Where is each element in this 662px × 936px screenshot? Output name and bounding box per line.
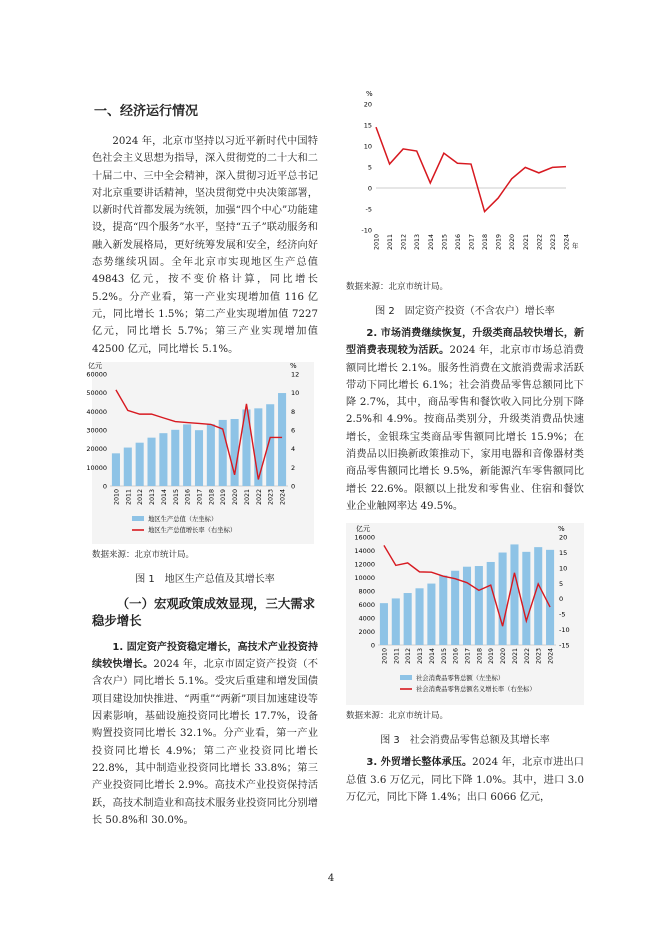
left-tick-label: 8000 (358, 587, 375, 596)
bar-2018 (207, 424, 215, 486)
right-axis-unit: % (290, 361, 297, 370)
bar-2022 (254, 408, 262, 486)
left-tick-label: 2000 (358, 628, 375, 637)
bar-2024 (546, 550, 554, 645)
right-column (346, 84, 584, 806)
legend-bar-label: 地区生产总值（左坐标） (148, 515, 218, 523)
x-tick-label: 2020 (509, 234, 517, 251)
right-tick-label: 5 (559, 580, 564, 589)
left-tick-label: 20000 (86, 445, 107, 454)
figure1-source: 数据来源：北京市统计局。 (92, 549, 195, 560)
x-tick-label: 2010 (373, 234, 381, 251)
left-tick-label: 4000 (358, 614, 375, 623)
right-axis-unit: % (558, 525, 565, 534)
y-axis-unit: % (366, 90, 373, 98)
left-tick-label: 10000 (86, 463, 107, 472)
x-tick-label: 2018 (208, 488, 216, 505)
x-tick-label: 2010 (381, 648, 389, 665)
trade-paragraph (346, 754, 584, 806)
bar-2013 (147, 438, 155, 486)
right-tick-label: 10 (559, 564, 568, 573)
x-tick-label: 2011 (387, 234, 395, 251)
legend-line-label: 社会消费品零售总额名义增长率（右坐标） (416, 686, 536, 694)
bar-2018 (475, 566, 483, 645)
left-column (86, 100, 318, 829)
bar-2016 (451, 571, 459, 645)
y-tick-label: -10 (361, 226, 372, 235)
bar-2014 (159, 433, 167, 486)
bar-2014 (427, 584, 435, 645)
x-tick-label: 2022 (255, 488, 263, 505)
bar-2024 (278, 393, 286, 486)
x-tick-label: 2016 (452, 648, 460, 665)
figure3-chart (346, 523, 584, 705)
x-tick-label: 2017 (464, 648, 472, 665)
x-tick-label: 2016 (454, 234, 462, 251)
bar-2019 (487, 562, 495, 645)
right-tick-label: 15 (559, 549, 568, 558)
left-tick-label: 0 (102, 482, 107, 491)
x-tick-label: 2013 (149, 488, 157, 505)
page-number: 4 (327, 873, 335, 884)
x-axis-suffix: 年 (572, 242, 579, 250)
bar-2017 (195, 430, 203, 486)
right-tick-label: -10 (559, 626, 570, 635)
trade-lead: 3. 外贸增长整体承压。 (366, 757, 473, 769)
x-tick-label: 2021 (243, 488, 251, 505)
figure1-svg (86, 361, 314, 544)
x-tick-label: 2019 (220, 488, 228, 505)
y-tick-label: 15 (363, 121, 372, 130)
x-tick-label: 2024 (279, 488, 287, 505)
x-tick-label: 2023 (549, 234, 557, 251)
y-tick-label: 5 (367, 163, 372, 172)
intro-paragraph: 2024 年，北京市坚持以习近平新时代中国特色社会主义思想为指导，深入贯彻党的二十大和二十届二中、三中全会精神，深入贯彻习近平总书记对北京重要讲话精神，坚决贯彻党中央决策部署，以新时代首都发展为统领，加强“四个中心”功能建设，提高“四个服务”水平，坚持“五子”联动服务和融入新发展格局，更好统筹发展和安全，经济向好态势继续巩固。全年北京市实现地区生产总值 49843 亿元，按不变价格计算，同比增长 5.2%。分产业看，第一产业实现增加值 116 亿元，同比增长 1.5%；第二产业实现增加值 7227 亿元，同比增长 5.7%；第三产业实现增加值 42500 亿元，同比增长 5.1%。 (92, 136, 318, 355)
left-tick-label: 14000 (354, 547, 375, 556)
x-tick-label: 2014 (427, 234, 435, 251)
x-tick-label: 2015 (440, 648, 448, 665)
left-axis-unit: 亿元 (356, 525, 370, 534)
left-tick-label: 16000 (354, 533, 375, 542)
right-tick-label: 8 (291, 407, 296, 416)
x-tick-label: 2012 (405, 648, 413, 665)
consumption-paragraph (346, 325, 584, 515)
section-title: 一、经济运行情况 (94, 104, 199, 119)
x-tick-label: 2022 (523, 648, 531, 665)
figure1-chart (86, 361, 314, 544)
bar-2020 (499, 553, 507, 645)
right-tick-label: 6 (291, 426, 296, 435)
bar-2010 (112, 453, 120, 486)
x-tick-label: 2017 (468, 234, 476, 251)
figure3-caption: 图 3 社会消费品零售总额及其增长率 (380, 735, 550, 747)
x-tick-label: 2018 (476, 648, 484, 665)
y-tick-label: 0 (367, 184, 372, 193)
bar-2012 (136, 443, 144, 486)
figure2-caption: 图 2 固定资产投资（不含农户）增长率 (375, 306, 555, 317)
bar-2010 (380, 603, 388, 645)
left-tick-label: 60000 (86, 370, 107, 379)
x-tick-label: 2011 (125, 488, 133, 505)
right-tick-label: 10 (291, 389, 300, 398)
x-tick-label: 2010 (113, 488, 121, 505)
bar-2017 (463, 567, 471, 645)
legend-bar-swatch (132, 516, 144, 521)
x-tick-label: 2022 (536, 234, 544, 251)
legend-line-label: 地区生产总值增长率（右坐标） (148, 526, 237, 534)
bar-2021 (510, 545, 518, 646)
consumption-lead: 2. 市场消费继续恢复，升级类商品较快增长，新型消费表现较为活跃。 (346, 328, 584, 357)
figure2-chart (346, 84, 584, 276)
left-tick-label: 10000 (354, 574, 375, 583)
left-tick-label: 6000 (358, 601, 375, 610)
bar-2015 (439, 576, 447, 646)
bar-2011 (124, 447, 132, 485)
bar-2011 (392, 599, 400, 646)
right-tick-label: -5 (559, 610, 566, 619)
bar-2013 (415, 589, 423, 646)
y-tick-label: -5 (365, 205, 372, 214)
investment-lead: 1. 固定资产投资稳定增长，高技术产业投资持续较快增长。 (92, 641, 318, 671)
investment-body: 2024 年，北京市固定资产投资（不含农户）同比增长 5.1%。受灾后重建和增发国债项目建设加快推进、“两重”“两新”项目加速建设等因素影响，基础设施投资同比增长 17.7%，设备购置投资同比增长 32.1%。分产业看，第一产业投资同比增长 4.9%；第二产业投资同比增长 22.8%，其中制造业投资同比增长 33.8%；第三产业投资同比增长 2.9%。高技术产业投资保持活跃，高技术制造业和高技术服务业投资同比分别增长 50.8%和 30.0%。 (92, 659, 318, 826)
figure1-caption: 图 1 地区生产总值及其增长率 (135, 573, 275, 585)
bar-2012 (404, 593, 412, 645)
bar-2023 (534, 547, 542, 645)
x-tick-label: 2012 (400, 234, 408, 251)
x-tick-label: 2023 (267, 488, 275, 505)
figure3-source: 数据来源：北京市统计局。 (346, 711, 449, 722)
right-tick-label: -15 (559, 641, 570, 650)
bar-2020 (231, 419, 239, 486)
x-tick-label: 2012 (137, 488, 145, 505)
bar-2015 (171, 430, 179, 486)
bar-2022 (522, 552, 530, 645)
figure2-source: 数据来源：北京市统计局。 (346, 282, 449, 292)
investment-paragraph (92, 639, 318, 829)
left-tick-label: 50000 (86, 389, 107, 398)
x-tick-label: 2017 (196, 488, 204, 505)
left-axis-unit: 亿元 (88, 361, 102, 370)
x-tick-label: 2013 (414, 234, 422, 251)
x-tick-label: 2011 (393, 648, 401, 665)
x-tick-label: 2015 (172, 488, 180, 505)
x-tick-label: 2024 (547, 648, 555, 665)
subsection-title: （一）宏观政策成效显现，三大需求稳步增长 (92, 595, 316, 628)
x-tick-label: 2021 (511, 648, 519, 665)
left-tick-label: 0 (370, 641, 375, 650)
x-tick-label: 2020 (232, 488, 240, 505)
left-tick-label: 40000 (86, 407, 107, 416)
figure3-svg (346, 523, 584, 705)
right-tick-label: 4 (291, 445, 296, 454)
x-tick-label: 2019 (488, 648, 496, 665)
x-tick-label: 2016 (184, 488, 192, 505)
legend-bar-label: 社会消费品零售总额（左坐标） (416, 675, 505, 683)
x-tick-label: 2013 (417, 648, 425, 665)
right-tick-label: 2 (291, 463, 296, 472)
consumption-body: 2024 年，北京市市场总消费额同比增长 2.1%。服务性消费在文旅消费需求活跃带动下同比增长 6.1%；社会消费品零售总额同比下降 2.7%，其中，商品零售和餐饮收入同比分别下降 2.5%和 4.9%。按商品类别分，升级类消费品快速增长，金银珠宝类商品零售额同比增长 15.9%；在消费品以旧换新政策推动下，家用电器和音像器材类商品零售额同比增长 9.5%，新能源汽车零售额同比增长 22.6%。限额以上批发和零售业、住宿和餐饮业企业触网率达 49.5%。 (346, 345, 584, 512)
x-tick-label: 2014 (160, 488, 168, 505)
x-tick-label: 2018 (482, 234, 490, 251)
investment-growth-line (376, 127, 566, 211)
left-tick-label: 12000 (354, 560, 375, 569)
bar-2016 (183, 424, 191, 486)
right-tick-label: 12 (291, 370, 300, 379)
legend-bar-swatch (400, 675, 412, 680)
x-tick-label: 2015 (441, 234, 449, 251)
x-tick-label: 2020 (500, 648, 508, 665)
right-tick-label: 20 (559, 533, 568, 542)
x-tick-label: 2014 (428, 648, 436, 665)
right-tick-label: 0 (291, 482, 296, 491)
x-tick-label: 2019 (495, 234, 503, 251)
y-tick-label: 20 (363, 100, 372, 109)
x-tick-label: 2021 (522, 234, 530, 251)
x-tick-label: 2023 (535, 648, 543, 665)
y-tick-label: 10 (363, 142, 372, 151)
x-tick-label: 2024 (563, 234, 571, 251)
right-tick-label: 0 (559, 595, 564, 604)
left-tick-label: 30000 (86, 426, 107, 435)
trade-body: 2024 年，北京市进出口总值 3.6 万亿元，同比下降 1.0%。其中，进口 3.0 万亿元，同比下降 1.4%；出口 6066 亿元， (346, 757, 584, 803)
figure2-svg (346, 84, 584, 276)
